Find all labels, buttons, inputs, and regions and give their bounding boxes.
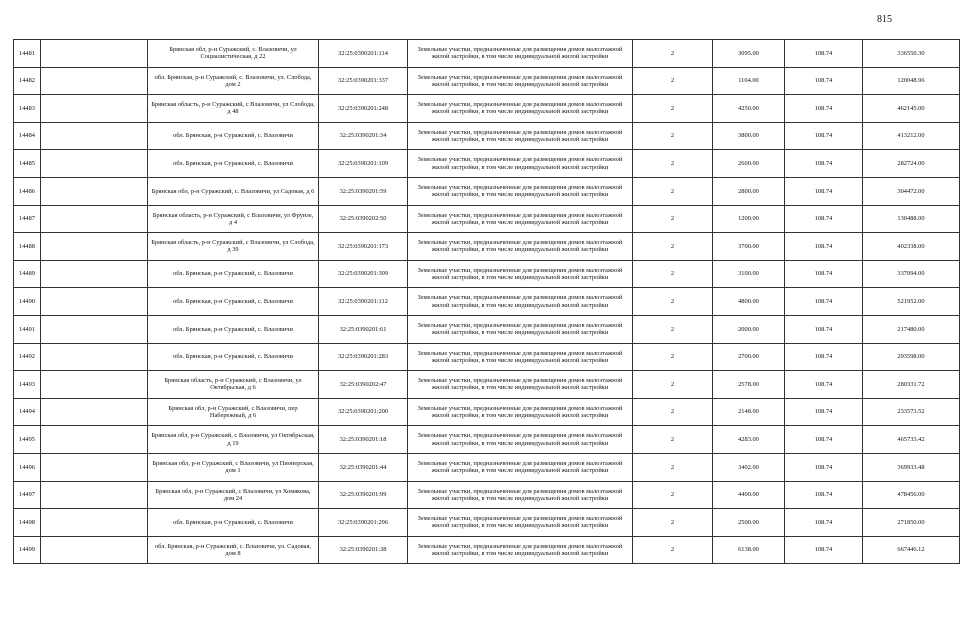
permitted-use-cell: Земельные участки, предназначенные для размещения домов малоэтажной жилой застройки, в том числе индивидуальной жилой застройки bbox=[408, 67, 633, 95]
area-cell: 3095.00 bbox=[713, 40, 785, 68]
empty-cell bbox=[41, 426, 148, 454]
table-row bbox=[14, 426, 960, 454]
cadastral-value-cell: 280331.72 bbox=[863, 371, 960, 399]
table-row bbox=[14, 315, 960, 343]
permitted-use-cell: Земельные участки, предназначенные для размещения домов малоэтажной жилой застройки, в том числе индивидуальной жилой застройки bbox=[408, 426, 633, 454]
cadastral-number-cell: 32:25:0390201:99 bbox=[319, 481, 408, 509]
area-cell: 4250.00 bbox=[713, 95, 785, 123]
specific-value-cell: 108.74 bbox=[785, 40, 863, 68]
row-number-cell: 14499 bbox=[14, 536, 41, 564]
permitted-use-cell: Земельные участки, предназначенные для размещения домов малоэтажной жилой застройки, в том числе индивидуальной жилой застройки bbox=[408, 398, 633, 426]
row-number-cell: 14487 bbox=[14, 205, 41, 233]
cadastral-number-cell: 32:25:0390202:47 bbox=[319, 371, 408, 399]
permitted-use-cell: Земельные участки, предназначенные для размещения домов малоэтажной жилой застройки, в том числе индивидуальной жилой застройки bbox=[408, 371, 633, 399]
cadastral-number-cell: 32:25:0390201:18 bbox=[319, 426, 408, 454]
cadastral-value-cell: 336550.30 bbox=[863, 40, 960, 68]
specific-value-cell: 108.74 bbox=[785, 481, 863, 509]
cadastral-number-cell: 32:25:0390201:59 bbox=[319, 177, 408, 205]
use-category-cell: 2 bbox=[633, 95, 713, 123]
specific-value-cell: 108.74 bbox=[785, 233, 863, 261]
specific-value-cell: 108.74 bbox=[785, 536, 863, 564]
use-category-cell: 2 bbox=[633, 481, 713, 509]
empty-cell bbox=[41, 481, 148, 509]
use-category-cell: 2 bbox=[633, 205, 713, 233]
empty-cell bbox=[41, 205, 148, 233]
address-cell: Брянская обл, р-н Суражский, с Влазовичи, ул Пионерская, дом 1 bbox=[148, 453, 319, 481]
empty-cell bbox=[41, 67, 148, 95]
address-cell: Брянская область, р-н Суражский, с Влазовичи, ул Фрунзе, д 4 bbox=[148, 205, 319, 233]
empty-cell bbox=[41, 315, 148, 343]
row-number-cell: 14495 bbox=[14, 426, 41, 454]
cadastral-number-cell: 32:25:0390201:296 bbox=[319, 509, 408, 537]
cadastral-value-cell: 465733.42 bbox=[863, 426, 960, 454]
cadastral-number-cell: 32:25:0390201:34 bbox=[319, 122, 408, 150]
specific-value-cell: 108.74 bbox=[785, 509, 863, 537]
cadastral-number-cell: 32:25:0390201:109 bbox=[319, 150, 408, 178]
area-cell: 4400.00 bbox=[713, 481, 785, 509]
specific-value-cell: 108.74 bbox=[785, 67, 863, 95]
area-cell: 2700.00 bbox=[713, 343, 785, 371]
permitted-use-cell: Земельные участки, предназначенные для размещения домов малоэтажной жилой застройки, в том числе индивидуальной жилой застройки bbox=[408, 177, 633, 205]
row-number-cell: 14496 bbox=[14, 453, 41, 481]
specific-value-cell: 108.74 bbox=[785, 288, 863, 316]
use-category-cell: 2 bbox=[633, 315, 713, 343]
empty-cell bbox=[41, 398, 148, 426]
table-row bbox=[14, 67, 960, 95]
use-category-cell: 2 bbox=[633, 150, 713, 178]
address-cell: Брянская обл, р-н Суражский, с Влазовичи, ул Октябрьская, д 19 bbox=[148, 426, 319, 454]
table-row bbox=[14, 509, 960, 537]
empty-cell bbox=[41, 371, 148, 399]
table-row bbox=[14, 371, 960, 399]
cadastral-number-cell: 32:25:0390201:309 bbox=[319, 260, 408, 288]
table-row bbox=[14, 453, 960, 481]
row-number-cell: 14494 bbox=[14, 398, 41, 426]
address-cell: обл. Брянская, р-н Суражский, с. Влазовичи bbox=[148, 343, 319, 371]
row-number-cell: 14492 bbox=[14, 343, 41, 371]
empty-cell bbox=[41, 95, 148, 123]
permitted-use-cell: Земельные участки, предназначенные для размещения домов малоэтажной жилой застройки, в том числе индивидуальной жилой застройки bbox=[408, 343, 633, 371]
cadastral-number-cell: 32:25:0390201:248 bbox=[319, 95, 408, 123]
empty-cell bbox=[41, 122, 148, 150]
cadastral-number-cell: 32:25:0390201:44 bbox=[319, 453, 408, 481]
row-number-cell: 14491 bbox=[14, 315, 41, 343]
row-number-cell: 14485 bbox=[14, 150, 41, 178]
row-number-cell: 14483 bbox=[14, 95, 41, 123]
table-row bbox=[14, 150, 960, 178]
use-category-cell: 2 bbox=[633, 426, 713, 454]
cadastral-number-cell: 32:25:0390201:61 bbox=[319, 315, 408, 343]
table-row bbox=[14, 233, 960, 261]
use-category-cell: 2 bbox=[633, 509, 713, 537]
cadastral-value-cell: 233573.52 bbox=[863, 398, 960, 426]
table-row bbox=[14, 95, 960, 123]
area-cell: 4800.00 bbox=[713, 288, 785, 316]
row-number-cell: 14482 bbox=[14, 67, 41, 95]
row-number-cell: 14484 bbox=[14, 122, 41, 150]
cadastral-value-cell: 337094.00 bbox=[863, 260, 960, 288]
row-number-cell: 14498 bbox=[14, 509, 41, 537]
table-row bbox=[14, 398, 960, 426]
use-category-cell: 2 bbox=[633, 67, 713, 95]
permitted-use-cell: Земельные участки, предназначенные для размещения домов малоэтажной жилой застройки, в том числе индивидуальной жилой застройки bbox=[408, 288, 633, 316]
address-cell: обл. Брянская, р-н Суражский, с. Влазовичи bbox=[148, 150, 319, 178]
cadastral-value-cell: 478456.00 bbox=[863, 481, 960, 509]
cadastral-value-cell: 293598.00 bbox=[863, 343, 960, 371]
specific-value-cell: 108.74 bbox=[785, 260, 863, 288]
use-category-cell: 2 bbox=[633, 288, 713, 316]
address-cell: обл. Брянская, р-н Суражский, с. Влазовичи bbox=[148, 509, 319, 537]
empty-cell bbox=[41, 233, 148, 261]
area-cell: 2148.00 bbox=[713, 398, 785, 426]
area-cell: 3800.00 bbox=[713, 122, 785, 150]
row-number-cell: 14489 bbox=[14, 260, 41, 288]
cadastral-number-cell: 32:25:0390201:112 bbox=[319, 288, 408, 316]
area-cell: 3402.00 bbox=[713, 453, 785, 481]
address-cell: обл. Брянская, р-н Суражский, с. Влазовичи, ул. Слобода, дом 2 bbox=[148, 67, 319, 95]
cadastral-number-cell: 32:25:0390202:50 bbox=[319, 205, 408, 233]
empty-cell bbox=[41, 150, 148, 178]
area-cell: 3700.00 bbox=[713, 233, 785, 261]
use-category-cell: 2 bbox=[633, 40, 713, 68]
specific-value-cell: 108.74 bbox=[785, 150, 863, 178]
empty-cell bbox=[41, 177, 148, 205]
permitted-use-cell: Земельные участки, предназначенные для размещения домов малоэтажной жилой застройки, в том числе индивидуальной жилой застройки bbox=[408, 205, 633, 233]
empty-cell bbox=[41, 288, 148, 316]
permitted-use-cell: Земельные участки, предназначенные для размещения домов малоэтажной жилой застройки, в том числе индивидуальной жилой застройки bbox=[408, 260, 633, 288]
use-category-cell: 2 bbox=[633, 260, 713, 288]
cadastral-value-cell: 120048.96 bbox=[863, 67, 960, 95]
cadastral-value-cell: 667446.12 bbox=[863, 536, 960, 564]
address-cell: Брянская область, р-н Суражский, с Влазовичи, ул Октябрьская, д 6 bbox=[148, 371, 319, 399]
specific-value-cell: 108.74 bbox=[785, 453, 863, 481]
specific-value-cell: 108.74 bbox=[785, 371, 863, 399]
use-category-cell: 2 bbox=[633, 343, 713, 371]
specific-value-cell: 108.74 bbox=[785, 343, 863, 371]
table-row bbox=[14, 288, 960, 316]
use-category-cell: 2 bbox=[633, 536, 713, 564]
permitted-use-cell: Земельные участки, предназначенные для размещения домов малоэтажной жилой застройки, в том числе индивидуальной жилой застройки bbox=[408, 40, 633, 68]
permitted-use-cell: Земельные участки, предназначенные для размещения домов малоэтажной жилой застройки, в том числе индивидуальной жилой застройки bbox=[408, 95, 633, 123]
row-number-cell: 14493 bbox=[14, 371, 41, 399]
area-cell: 1200.00 bbox=[713, 205, 785, 233]
address-cell: обл. Брянская, р-н Суражский, с. Влазовичи bbox=[148, 288, 319, 316]
table-row bbox=[14, 536, 960, 564]
specific-value-cell: 108.74 bbox=[785, 95, 863, 123]
address-cell: обл. Брянская, р-н Суражский, с. Влазовичи bbox=[148, 122, 319, 150]
cadastral-number-cell: 32:25:0390201:38 bbox=[319, 536, 408, 564]
area-cell: 3100.00 bbox=[713, 260, 785, 288]
permitted-use-cell: Земельные участки, предназначенные для размещения домов малоэтажной жилой застройки, в том числе индивидуальной жилой застройки bbox=[408, 233, 633, 261]
cadastral-value-cell: 217480.00 bbox=[863, 315, 960, 343]
area-cell: 6138.00 bbox=[713, 536, 785, 564]
cadastral-number-cell: 32:25:0390201:114 bbox=[319, 40, 408, 68]
cadastral-value-cell: 130488.00 bbox=[863, 205, 960, 233]
row-number-cell: 14481 bbox=[14, 40, 41, 68]
address-cell: Брянская обл, р-н Суражский, с. Влазовичи, ул Садовая, д 6 bbox=[148, 177, 319, 205]
address-cell: Брянская обл, р-н Суражский, с. Влазовичи, ул Социалистическая, д 22 bbox=[148, 40, 319, 68]
cadastral-value-cell: 282724.00 bbox=[863, 150, 960, 178]
specific-value-cell: 108.74 bbox=[785, 315, 863, 343]
table-body bbox=[14, 40, 960, 564]
use-category-cell: 2 bbox=[633, 398, 713, 426]
cadastral-number-cell: 32:25:0390201:337 bbox=[319, 67, 408, 95]
address-cell: Брянская обл, р-н Суражский, с Влазовичи, пер Набережный, д 6 bbox=[148, 398, 319, 426]
cadastral-value-cell: 402338.00 bbox=[863, 233, 960, 261]
address-cell: Брянская область, р-н Суражский, с Влазовичи, ул Слобода, д 48 bbox=[148, 95, 319, 123]
row-number-cell: 14488 bbox=[14, 233, 41, 261]
empty-cell bbox=[41, 509, 148, 537]
specific-value-cell: 108.74 bbox=[785, 122, 863, 150]
cadastral-value-cell: 521952.00 bbox=[863, 288, 960, 316]
area-cell: 1104.00 bbox=[713, 67, 785, 95]
use-category-cell: 2 bbox=[633, 453, 713, 481]
permitted-use-cell: Земельные участки, предназначенные для размещения домов малоэтажной жилой застройки, в том числе индивидуальной жилой застройки bbox=[408, 536, 633, 564]
permitted-use-cell: Земельные участки, предназначенные для размещения домов малоэтажной жилой застройки, в том числе индивидуальной жилой застройки bbox=[408, 150, 633, 178]
use-category-cell: 2 bbox=[633, 122, 713, 150]
address-cell: Брянская область, р-н Суражский, с Влазовичи, ул Слобода, д 39 bbox=[148, 233, 319, 261]
table-row bbox=[14, 40, 960, 68]
row-number-cell: 14486 bbox=[14, 177, 41, 205]
area-cell: 2578.00 bbox=[713, 371, 785, 399]
cadastral-number-cell: 32:25:0390201:283 bbox=[319, 343, 408, 371]
permitted-use-cell: Земельные участки, предназначенные для размещения домов малоэтажной жилой застройки, в том числе индивидуальной жилой застройки bbox=[408, 509, 633, 537]
specific-value-cell: 108.74 bbox=[785, 426, 863, 454]
use-category-cell: 2 bbox=[633, 177, 713, 205]
area-cell: 2000.00 bbox=[713, 315, 785, 343]
empty-cell bbox=[41, 260, 148, 288]
specific-value-cell: 108.74 bbox=[785, 398, 863, 426]
table-row bbox=[14, 481, 960, 509]
empty-cell bbox=[41, 536, 148, 564]
row-number-cell: 14490 bbox=[14, 288, 41, 316]
cadastral-value-table bbox=[13, 39, 960, 564]
permitted-use-cell: Земельные участки, предназначенные для размещения домов малоэтажной жилой застройки, в том числе индивидуальной жилой застройки bbox=[408, 315, 633, 343]
table-row bbox=[14, 343, 960, 371]
area-cell: 4283.00 bbox=[713, 426, 785, 454]
address-cell: обл. Брянская, р-н Суражский, с. Влазовичи bbox=[148, 315, 319, 343]
cadastral-value-cell: 271850.00 bbox=[863, 509, 960, 537]
cadastral-number-cell: 32:25:0390201:173 bbox=[319, 233, 408, 261]
cadastral-value-cell: 462145.00 bbox=[863, 95, 960, 123]
empty-cell bbox=[41, 453, 148, 481]
row-number-cell: 14497 bbox=[14, 481, 41, 509]
address-cell: обл. Брянская, р-н Суражский, с. Влазовичи, ул. Садовая, дом 8 bbox=[148, 536, 319, 564]
address-cell: Брянская обл, р-н Суражский, с Влазовичи, ул Хомякова, дом 24 bbox=[148, 481, 319, 509]
table-row bbox=[14, 260, 960, 288]
address-cell: обл. Брянская, р-н Суражский, с. Влазовичи bbox=[148, 260, 319, 288]
use-category-cell: 2 bbox=[633, 233, 713, 261]
area-cell: 2500.00 bbox=[713, 509, 785, 537]
permitted-use-cell: Земельные участки, предназначенные для размещения домов малоэтажной жилой застройки, в том числе индивидуальной жилой застройки bbox=[408, 453, 633, 481]
page-number: 815 bbox=[877, 14, 892, 25]
table-row bbox=[14, 205, 960, 233]
area-cell: 2800.00 bbox=[713, 177, 785, 205]
cadastral-value-cell: 304472.00 bbox=[863, 177, 960, 205]
use-category-cell: 2 bbox=[633, 371, 713, 399]
cadastral-value-cell: 413212.00 bbox=[863, 122, 960, 150]
cadastral-number-cell: 32:25:0390201:200 bbox=[319, 398, 408, 426]
specific-value-cell: 108.74 bbox=[785, 205, 863, 233]
specific-value-cell: 108.74 bbox=[785, 177, 863, 205]
table-row bbox=[14, 122, 960, 150]
permitted-use-cell: Земельные участки, предназначенные для размещения домов малоэтажной жилой застройки, в том числе индивидуальной жилой застройки bbox=[408, 481, 633, 509]
empty-cell bbox=[41, 343, 148, 371]
cadastral-value-cell: 369933.48 bbox=[863, 453, 960, 481]
empty-cell bbox=[41, 40, 148, 68]
table-row bbox=[14, 177, 960, 205]
area-cell: 2600.00 bbox=[713, 150, 785, 178]
permitted-use-cell: Земельные участки, предназначенные для размещения домов малоэтажной жилой застройки, в том числе индивидуальной жилой застройки bbox=[408, 122, 633, 150]
